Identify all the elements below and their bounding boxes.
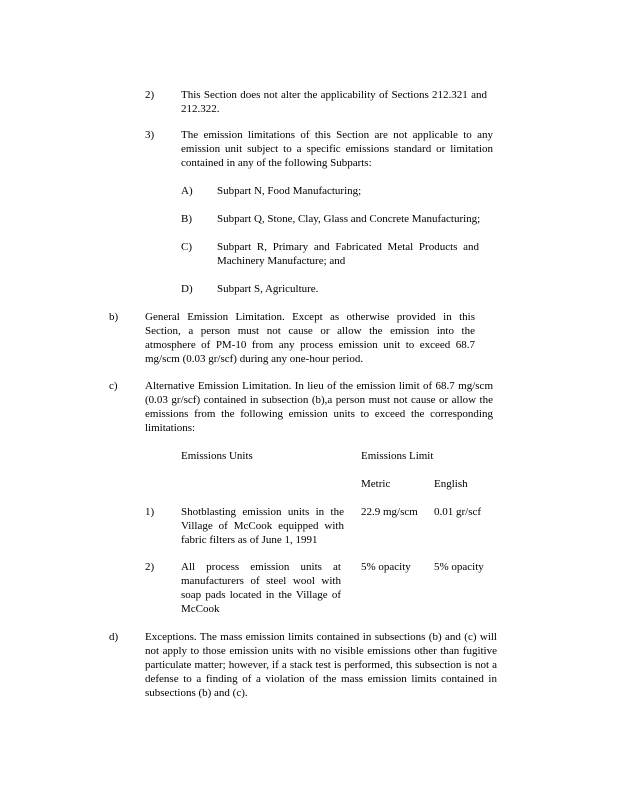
table-row-2-english: 5% opacity — [434, 561, 484, 573]
table-row-2-label: 2) — [145, 561, 155, 573]
item-d-label: d) — [109, 631, 119, 643]
subpart-b-text: Subpart Q, Stone, Clay, Glass and Concrete Manufacturing; — [217, 213, 481, 225]
table-row-2-metric: 5% opacity — [361, 561, 411, 573]
table-header-limit: Emissions Limit — [361, 450, 434, 462]
item-b-text: General Emission Limitation. Except as otherwise provided in this Section, a person must not cause or allow the emission into the atmosphere of PM-10 from any process emission unit to exceed 68.7 mg/scm (0.03 gr/scf) during any one-hour period. — [145, 311, 475, 365]
item-d-text: Exceptions. The mass emission limits contained in subsections (b) and (c) will not apply to those emission units with no visible emissions other than fugitive particulate matter; however, if a stack test is performed, this subsection is not a defense to a finding of a violation of the mass emission limits contained in subsections (b) and (c). — [145, 631, 497, 699]
table-row-1-label: 1) — [145, 506, 155, 518]
subpart-d-text: Subpart S, Agriculture. — [217, 283, 319, 295]
table-header-units: Emissions Units — [181, 450, 253, 462]
subpart-c-label: C) — [181, 241, 192, 253]
item-b-label: b) — [109, 311, 119, 323]
table-col-metric: Metric — [361, 478, 391, 490]
table-col-english: English — [434, 478, 468, 490]
item-c-label: c) — [109, 380, 118, 392]
item-2-label: 2) — [145, 89, 155, 101]
subpart-a-text: Subpart N, Food Manufacturing; — [217, 185, 362, 197]
item-c-text: Alternative Emission Limitation. In lieu of the emission limit of 68.7 mg/scm (0.03 gr/scf) contained in subsection (b),a person must not cause or allow the emissions from the following emission units to exceed the corresponding limitations: — [145, 380, 493, 434]
item-3-text: The emission limitations of this Section are not applicable to any emission unit subject to a specific emissions standard or limitation contained in any of the following Subparts: — [181, 129, 493, 169]
item-2-text: This Section does not alter the applicability of Sections 212.321 and 212.322. — [181, 89, 487, 115]
item-3-label: 3) — [145, 129, 155, 141]
subpart-a-label: A) — [181, 185, 193, 197]
table-row-1-unit: Shotblasting emission units in the Village of McCook equipped with fabric filters as of June 1, 1991 — [181, 506, 344, 546]
subpart-b-label: B) — [181, 213, 192, 225]
table-row-1-metric: 22.9 mg/scm — [361, 506, 418, 518]
table-row-1-english: 0.01 gr/scf — [434, 506, 482, 518]
subpart-d-label: D) — [181, 283, 193, 295]
subpart-c-text: Subpart R, Primary and Fabricated Metal Products and Machinery Manufacture; and — [217, 241, 479, 267]
table-row-2-unit: All process emission units at manufacturers of steel wool with soap pads located in the Village of McCook — [181, 561, 341, 615]
